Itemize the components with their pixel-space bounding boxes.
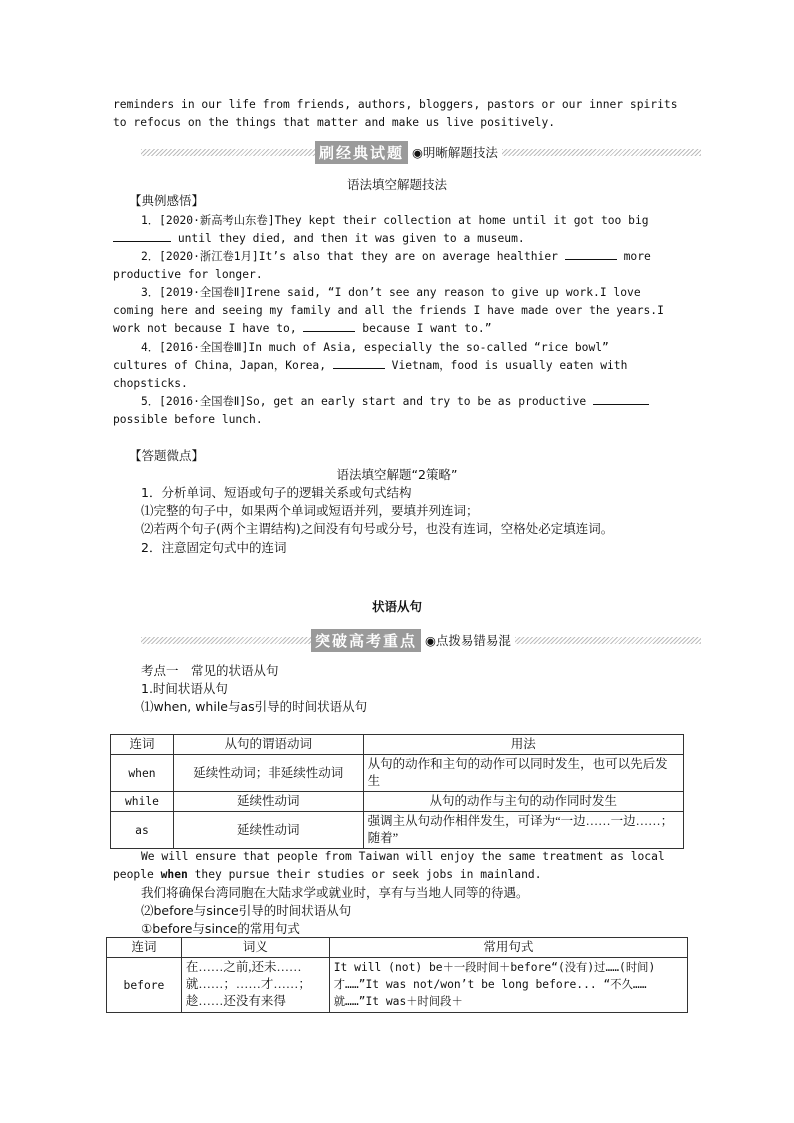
answer-blank[interactable] — [113, 231, 171, 242]
answer-blank[interactable] — [333, 358, 385, 369]
section-title: 状语从句 — [371, 599, 422, 614]
subsection-heading: 【典例感悟】 — [129, 193, 205, 208]
intro-line-1: reminders in our life from friends, authors, bloggers, pastors or our inner spirits — [113, 98, 678, 111]
answer-blank[interactable] — [593, 394, 649, 405]
question-1-line-1: 1．[2020·新高考山东卷]They kept their collection at home until it got too big — [141, 214, 649, 227]
topic-heading: 1.时间状语从句 — [141, 681, 228, 696]
table-cell-verb: 延续性动词 — [173, 792, 363, 812]
strategy-point-1b: ⑵若两个句子(两个主谓结构)之间没有句号或分号，也没有连词，空格处必定填连词。 — [141, 521, 614, 536]
conjunction-table — [110, 734, 684, 849]
table-row — [111, 755, 684, 792]
strategy-point-1: 1．分析单词、短语或句子的逻辑关系或句式结构 — [141, 485, 412, 500]
table-cell-meaning: 在……之前,还未……就……；……才……；趁……还没有来得 — [181, 958, 329, 1013]
question-2-line-1: 2．[2020·浙江卷1月]It’s also that they are on average healthier more — [141, 250, 651, 263]
question-4-line-2: cultures of China，Japan，Korea, Vietnam，food is usually eaten with — [113, 359, 628, 372]
table-header: 连词 — [107, 938, 182, 958]
banner-stripe-right — [502, 149, 701, 156]
subsection-heading: 【答题微点】 — [129, 448, 205, 463]
banner-subtitle: ◉点拨易错易混 — [425, 633, 511, 648]
question-5-line-1: 5．[2016·全国卷Ⅱ]So, get an early start and try to be as productive — [141, 393, 649, 411]
table-header: 用法 — [363, 735, 683, 755]
example-line-1: We will ensure that people from Taiwan will enjoy the same treatment as local — [141, 850, 665, 863]
table-cell-conj: when — [111, 755, 174, 792]
answer-blank[interactable] — [303, 321, 355, 332]
table-header: 常用句式 — [329, 938, 687, 958]
answer-blank[interactable] — [565, 249, 617, 260]
question-1-line-2: until they died, and then it was given to a museum. — [113, 230, 525, 248]
table-header-row — [111, 735, 684, 755]
exam-point-heading: 考点一 常见的状语从句 — [141, 663, 279, 678]
section-banner-1 — [141, 141, 701, 163]
table-cell-conj: before — [107, 958, 182, 1013]
strategy-point-2: 2．注意固定句式中的连词 — [141, 540, 287, 555]
section-title: 语法填空解题技法 — [346, 177, 447, 192]
strategy-point-1a: ⑴完整的句子中，如果两个单词或短语并列，要填并列连词； — [141, 503, 479, 518]
strategy-title: 语法填空解题“2策略” — [336, 467, 458, 482]
banner-tag: 刷经典试题 — [315, 141, 408, 164]
table-cell-pattern: It will (not) be＋一段时间＋before“(没有)过……(时间)才……”It was not/won’t be long before... “不久……就……”It was＋时间段＋ — [329, 958, 687, 1013]
banner-stripe-right — [515, 637, 701, 644]
table-cell-usage: 从句的动作与主句的动作同时发生 — [363, 792, 683, 812]
table-row — [111, 792, 684, 812]
question-3-line-3: work not because I have to, because I want to.” — [113, 322, 492, 335]
example-line-2: people when they pursue their studies or seek jobs in mainland. — [113, 868, 542, 881]
table-cell-verb: 延续性动词 — [173, 812, 363, 849]
subtopic-heading: ①before与since的常用句式 — [141, 921, 300, 936]
question-5-line-2: possible before lunch. — [113, 413, 263, 426]
banner-tag: 突破高考重点 — [311, 629, 421, 652]
table-cell-usage: 从句的动作和主句的动作可以同时发生，也可以先后发生 — [363, 755, 683, 792]
section-banner-2 — [141, 629, 701, 651]
subtopic-heading: ⑵before与since引导的时间状语从句 — [141, 903, 352, 918]
table-row — [111, 812, 684, 849]
before-since-table — [106, 937, 688, 1013]
table-header-row — [107, 938, 688, 958]
subtopic-heading: ⑴when, while与as引导的时间状语从句 — [141, 699, 368, 714]
banner-subtitle: ◉明晰解题技法 — [412, 145, 498, 160]
table-header: 从句的谓语动词 — [173, 735, 363, 755]
table-cell-conj: as — [111, 812, 174, 849]
table-header: 连词 — [111, 735, 174, 755]
example-translation: 我们将确保台湾同胞在大陆求学或就业时，享有与当地人同等的待遇。 — [141, 885, 529, 900]
table-row — [107, 958, 688, 1013]
table-cell-verb: 延续性动词；非延续性动词 — [173, 755, 363, 792]
intro-line-2: to refocus on the things that matter and make us live positively. — [113, 116, 556, 129]
table-header: 词义 — [181, 938, 329, 958]
question-3-line-2: coming here and seeing my family and all the friends I have made over the years.I — [113, 304, 664, 317]
question-3-line-1: 3．[2019·全国卷Ⅱ]Irene said, “I don’t see any reason to give up work.I love — [141, 286, 641, 299]
banner-stripe-left — [141, 637, 311, 644]
question-4-line-3: chopsticks. — [113, 377, 188, 390]
table-cell-usage: 强调主从句动作相伴发生，可译为“一边……一边……；随着” — [363, 812, 683, 849]
banner-stripe-left — [141, 149, 315, 156]
question-2-line-2: productive for longer. — [113, 268, 263, 281]
table-cell-conj: while — [111, 792, 174, 812]
highlight-when: when — [160, 868, 188, 881]
question-4-line-1: 4．[2016·全国卷Ⅲ]In much of Asia, especially the so-called “rice bowl” — [141, 341, 609, 354]
